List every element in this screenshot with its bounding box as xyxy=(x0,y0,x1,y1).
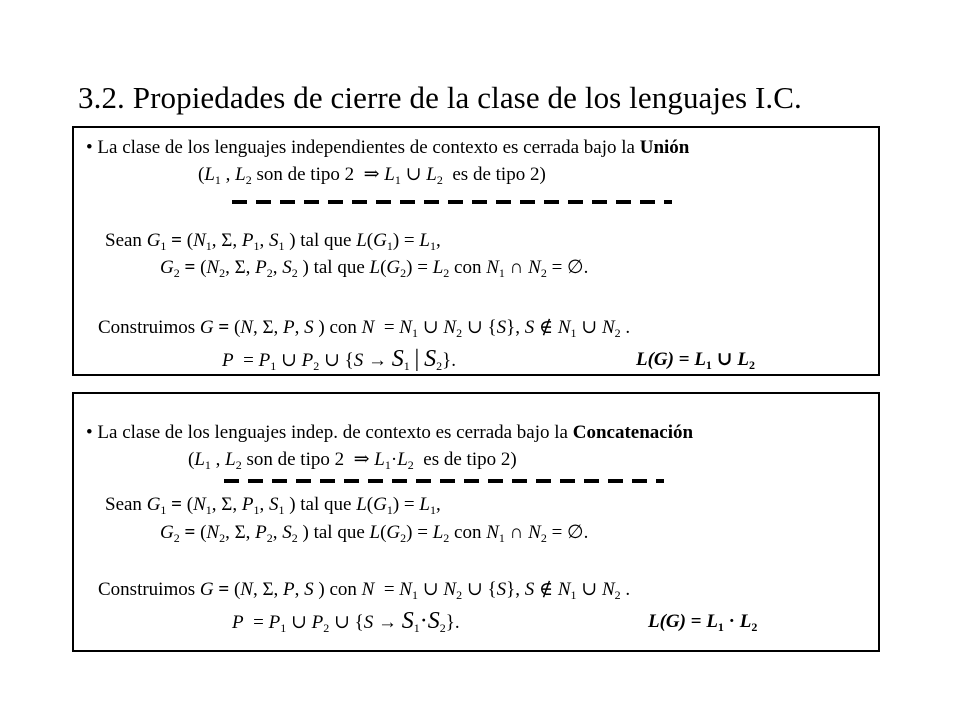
dashed-separator xyxy=(224,479,664,483)
bullet: • xyxy=(86,422,93,443)
not-element-symbol: ∉ xyxy=(539,317,554,338)
concat-property: ($L_1$ , $L_2$ son de tipo 2 ⇒ $L_1\cdot L_2$ es de tipo 2) xyxy=(188,449,517,472)
concat-productions: $P = P_1$ ∪ $P_2$ ∪ $\{S \to S_1\cdot S_2\}$. xyxy=(232,608,460,635)
union-property: ($L_1$ , $L_2$ son de tipo 2 ⇒ $L_1$ ∪ $L_2$ es de tipo 2) xyxy=(198,164,546,187)
bullet: • xyxy=(86,137,93,158)
union-section xyxy=(72,126,880,376)
concatenation-section xyxy=(72,392,880,652)
union-operation-name: Unión xyxy=(639,137,690,158)
union-sean-g1: Sean $G_1 = (N_1$, Σ, $P_1$, $S_1$ ) tal que $L(G_1) = L_1$, xyxy=(105,230,441,253)
concat-dot-symbol: · xyxy=(390,449,398,470)
union-productions: $P = P_1$ ∪ $P_2$ ∪ {$S \to S_1$ | $S_2$}. xyxy=(222,346,456,373)
concat-result: $L(G) = L_1 \cdot L_2$ xyxy=(648,611,758,634)
concat-sean-g1: Sean $G_1 = (N_1$, Σ, $P_1$, $S_1$ ) tal que $L(G_1) = L_1$, xyxy=(105,494,441,517)
concat-construction: Construimos G = (N, Σ, P, S ) con $N = N_1$ ∪ $N_2$ ∪ {S}, S ∉ $N_1$ ∪ $N_2$ . xyxy=(98,579,631,602)
concat-operation-name: Concatenación xyxy=(572,422,694,443)
concat-intro-text: La clase de los lenguajes indep. de contexto es cerrada bajo la xyxy=(97,422,568,443)
page-title: 3.2. Propiedades de cierre de la clase de los lenguajes I.C. xyxy=(78,80,802,115)
implies-symbol: ⇒ xyxy=(363,164,380,185)
intersection-symbol: ∩ xyxy=(509,257,524,278)
union-statement xyxy=(86,138,689,157)
concat-sean-g2: $G_2 = (N_2$, Σ, $P_2$, $S_2$ ) tal que $L(G_2) = L_2$ con $N_1$ ∩ $N_2$ = ∅. xyxy=(160,522,589,545)
intersection-symbol: ∩ xyxy=(509,522,524,543)
union-intro-text: La clase de los lenguajes independientes de contexto es cerrada bajo la xyxy=(97,137,635,158)
not-element-symbol: ∉ xyxy=(539,579,554,600)
dashed-separator xyxy=(232,200,672,204)
union-symbol: ∪ xyxy=(405,164,422,185)
empty-set-symbol: ∅ xyxy=(567,522,584,543)
implies-symbol: ⇒ xyxy=(353,449,370,470)
union-construction: Construimos G = (N, Σ, P, S ) con $N = N_1$ ∪ $N_2$ ∪ {S}, S ∉ $N_1$ ∪ $N_2$ . xyxy=(98,317,631,340)
union-sean-g2: $G_2 = (N_2$, Σ, $P_2$, $S_2$ ) tal que $L(G_2) = L_2$ con $N_1$ ∩ $N_2$ = ∅. xyxy=(160,257,589,280)
empty-set-symbol: ∅ xyxy=(567,257,584,278)
concat-statement xyxy=(86,423,693,442)
union-result: $L(G) = L_1$ ∪ $L_2$ xyxy=(636,349,755,372)
